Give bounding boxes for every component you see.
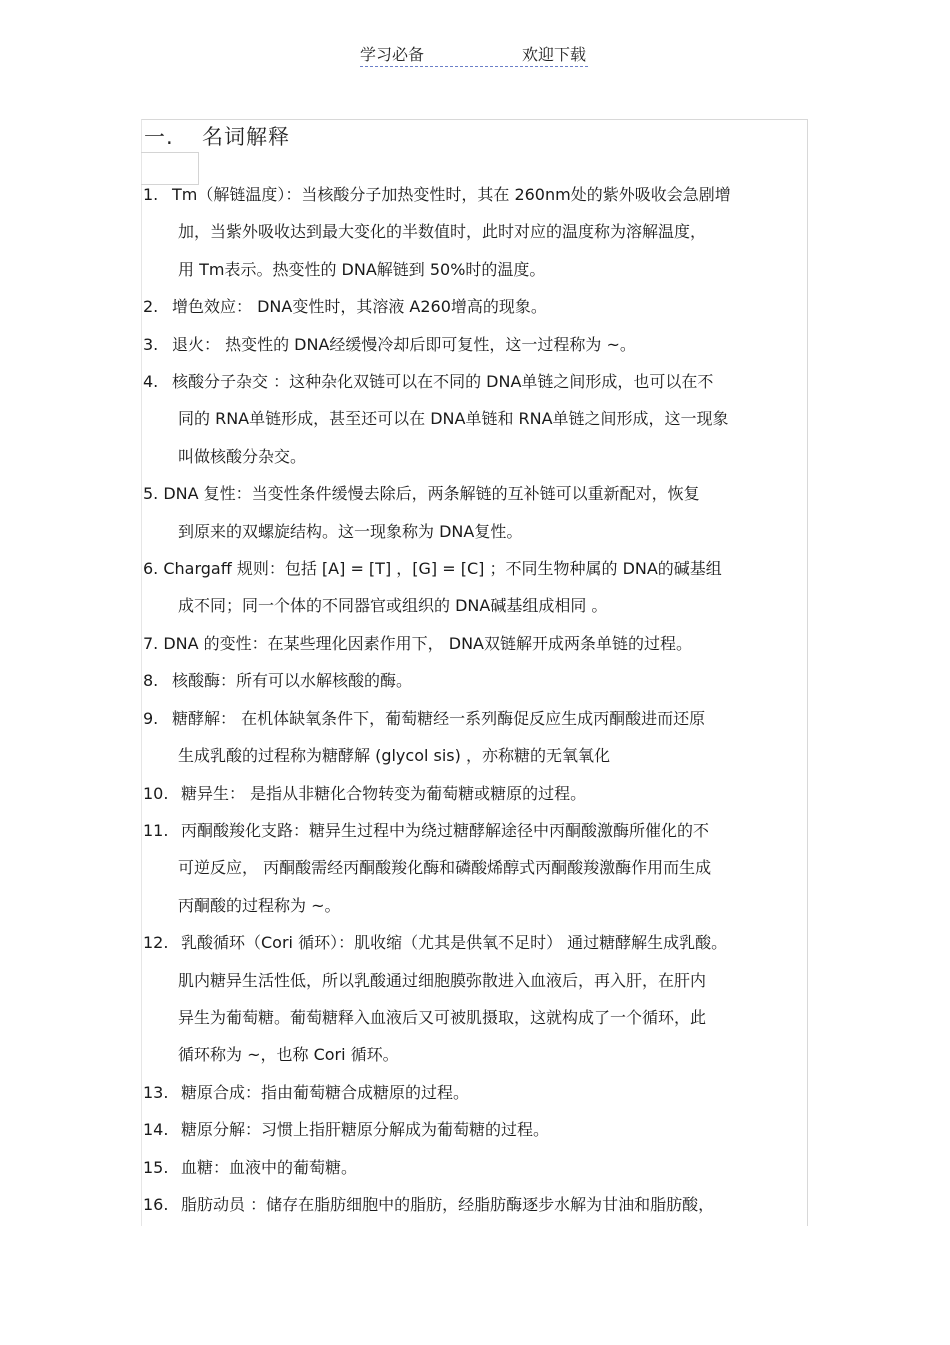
item-text-line: 循环称为 ~，也称 Cori 循环。 [178, 1045, 399, 1065]
item-text-line: 血糖：血液中的葡萄糖。 [181, 1157, 358, 1177]
item-text-line: 成不同；同一个体的不同器官或组织的 DNA碱基组成相同 。 [178, 596, 608, 616]
definition-item [143, 924, 808, 1074]
definition-item [143, 1149, 808, 1186]
definition-item [143, 775, 808, 812]
item-number: 4. [143, 372, 159, 392]
definition-item [143, 550, 808, 625]
section-title [144, 121, 290, 151]
section-number: 一. [144, 125, 174, 149]
item-number: 11. [143, 820, 169, 840]
item-number: 9. [143, 708, 159, 728]
item-text-line: 脂肪动员 ：储存在脂肪细胞中的脂肪，经脂肪酶逐步水解为甘油和脂肪酸， [181, 1194, 715, 1214]
definition-item [143, 475, 808, 550]
item-text-line: 可逆反应， 丙酮酸需经丙酮酸羧化酶和磷酸烯醇式丙酮酸羧激酶作用而生成 [178, 858, 712, 878]
item-text-line: 异生为葡萄糖。葡萄糖释入血液后又可被肌摄取，这就构成了一个循环，此 [178, 1007, 707, 1027]
item-text-line: 叫做核酸分杂交。 [178, 446, 307, 466]
item-number: 2. [143, 297, 159, 317]
definition-item [143, 812, 808, 924]
item-number: 16. [143, 1194, 169, 1214]
item-number: 1. [143, 185, 159, 204]
item-text-line: 丙酮酸羧化支路：糖异生过程中为绕过糖酵解途径中丙酮酸激酶所催化的不 [181, 820, 710, 840]
definition-item [143, 1074, 808, 1111]
definition-item [143, 700, 808, 775]
item-text-line: 核酸酶：所有可以水解核酸的酶。 [172, 671, 413, 691]
item-number: 3. [143, 334, 159, 354]
item-number: 10. [143, 783, 169, 803]
item-text-line: 生成乳酸的过程称为糖酵解 (glycol sis) ，亦称糖的无氧氧化 [178, 746, 610, 766]
item-text-line: Tm（解链温度）：当核酸分子加热变性时，其在 260nm处的紫外吸收会急剧增 [172, 185, 731, 204]
item-number: 14. [143, 1120, 169, 1140]
item-text-line: 糖原分解：习惯上指肝糖原分解成为葡萄糖的过程。 [181, 1120, 550, 1140]
item-text-line: 糖异生： 是指从非糖化合物转变为葡萄糖或糖原的过程。 [181, 783, 587, 803]
item-number: 15. [143, 1157, 169, 1177]
item-number: 12. [143, 933, 169, 953]
definition-item [143, 662, 808, 699]
definition-item [143, 176, 808, 288]
header-left-text: 学习必备 [360, 45, 425, 64]
item-number: 8. [143, 671, 159, 691]
definition-item [143, 1186, 808, 1223]
item-text-line: 到原来的双螺旋结构。这一现象称为 DNA复性。 [178, 521, 523, 541]
section-heading: 名词解释 [202, 125, 290, 149]
item-text-line: 糖酵解： 在机体缺氧条件下，葡萄糖经一系列酶促反应生成丙酮酸进而还原 [172, 708, 706, 728]
definition-item [143, 625, 808, 662]
definition-list [143, 176, 808, 1223]
definition-item [143, 363, 808, 475]
item-text-line: 丙酮酸的过程称为 ~。 [178, 895, 341, 915]
item-text-line: 退火： 热变性的 DNA经缓慢冷却后即可复性，这一过程称为 ~。 [172, 334, 636, 354]
item-text-line: 肌内糖异生活性低，所以乳酸通过细胞膜弥散进入血液后，再入肝，在肝内 [178, 970, 707, 990]
item-text-line: 核酸分子杂交 ：这种杂化双链可以在不同的 DNA单链之间形成，也可以在不 [172, 372, 714, 392]
item-text-line: 5. DNA 复性：当变性条件缓慢去除后，两条解链的互补链可以重新配对，恢复 [143, 484, 700, 504]
item-text-line: 7. DNA 的变性：在某些理化因素作用下， DNA双链解开成两条单链的过程。 [143, 633, 692, 653]
header-right-text: 欢迎下载 [521, 45, 586, 64]
item-text-line: 加，当紫外吸收达到最大变化的半数值时，此时对应的温度称为溶解温度， [178, 222, 707, 242]
item-text-line: 用 Tm表示。热变性的 DNA解链到 50%时的温度。 [178, 259, 546, 279]
item-text-line: 6. Chargaff 规则：包括 [A] = [T] ，[G] = [C] ；不同生物种属的 DNA的碱基组 [143, 559, 722, 579]
item-number: 13. [143, 1082, 169, 1102]
item-text-line: 糖原合成：指由葡萄糖合成糖原的过程。 [181, 1082, 470, 1102]
item-text-line: 同的 RNA单链形成，甚至还可以在 DNA单链和 RNA单链之间形成，这一现象 [178, 409, 729, 429]
definition-item [143, 1111, 808, 1148]
item-text-line: 增色效应： DNA变性时，其溶液 A260增高的现象。 [172, 297, 547, 317]
item-text-line: 乳酸循环（Cori 循环）：肌收缩（尤其是供氧不足时） 通过糖酵解生成乳酸。 [181, 933, 728, 953]
page-header [360, 40, 588, 67]
definition-item [143, 326, 808, 363]
definition-item [143, 288, 808, 325]
